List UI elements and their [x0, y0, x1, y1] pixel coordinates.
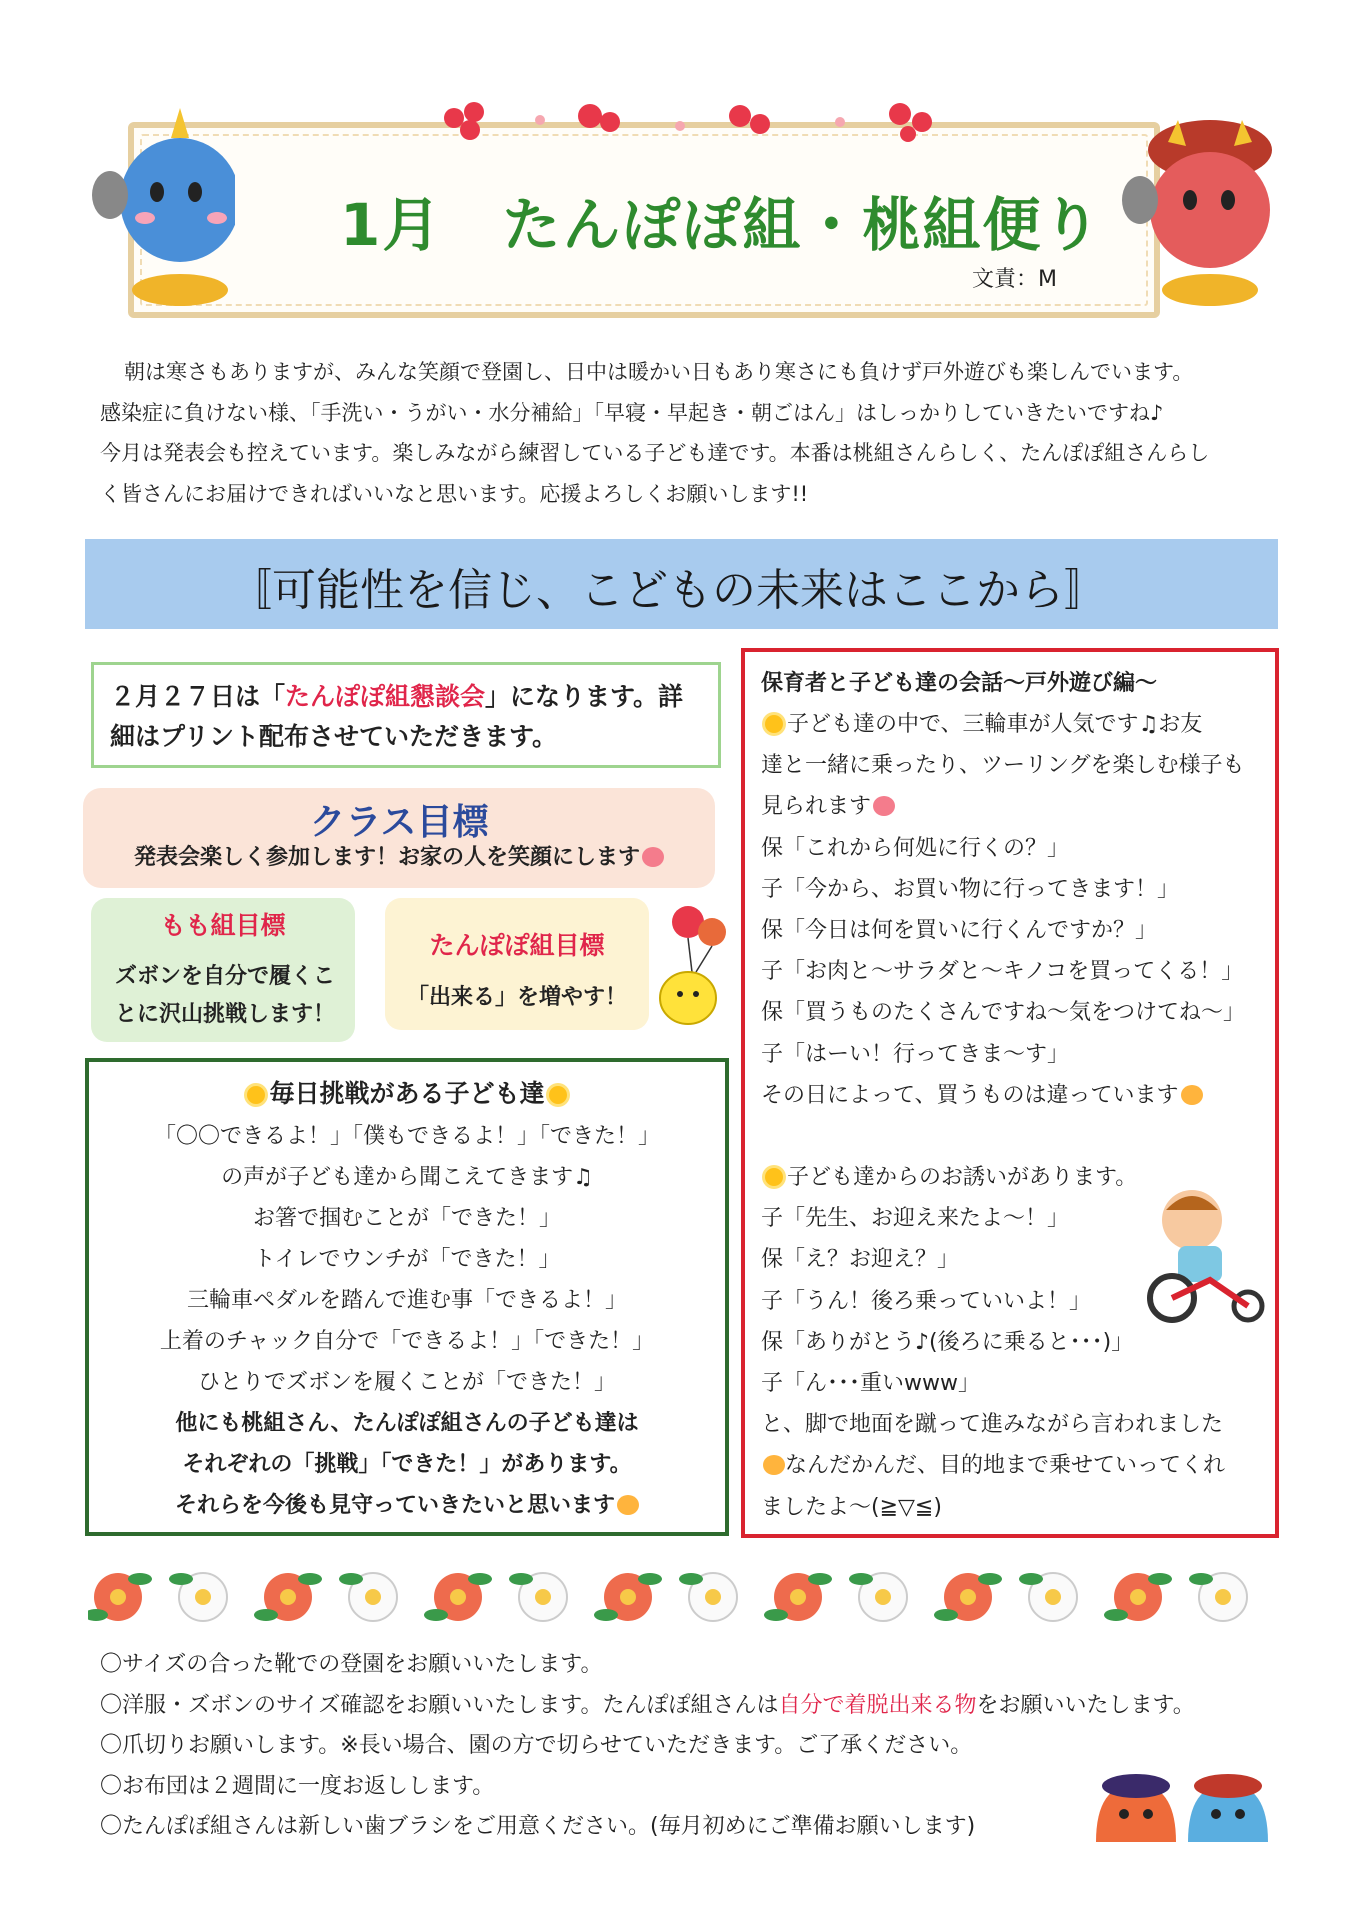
chick-balloon-icon [650, 902, 740, 1032]
smile-emoji-icon [873, 796, 895, 816]
sun-icon [549, 1086, 567, 1104]
conversation-line: 子「今から、お買い物に行ってきます！」 [761, 876, 1180, 902]
conversation-line: 子「はーい！行ってきま～す」 [761, 1041, 1070, 1067]
meeting-notice [91, 662, 721, 768]
intro-line: く皆さんにお届けできればいいなと思います。応援よろしくお願いします!! [100, 481, 809, 506]
notice-text: 」になります。詳細はプリント配布させていただきます。 [110, 682, 684, 751]
child-tricycle-icon [1140, 1180, 1270, 1330]
conversation-lines [761, 704, 1271, 1528]
conversation-line: 達と一緒に乗ったり、ツーリングを楽しむ様子も [761, 753, 1245, 779]
class-goal-box [83, 788, 715, 888]
class-goal-text: 発表会楽しく参加します！お家の人を笑顔にします [83, 840, 715, 871]
motto-text: 〚可能性を信じ、こどもの未来はここから〛 [228, 565, 1108, 616]
conversation-line: ましたよ～(≧▽≦) [761, 1494, 942, 1520]
sun-icon [765, 1168, 783, 1186]
music-note-icon: ♫ [1138, 712, 1159, 737]
conversation-line [761, 1116, 1271, 1157]
challenge-line: 他にも桃組さん、たんぽぽ組さんの子ども達は [175, 1411, 639, 1436]
red-oni-icon [1110, 100, 1290, 310]
author-label: 文責：M [972, 267, 1057, 292]
conversation-line: 見られます [761, 786, 1271, 827]
conversation-line: と、脚で地面を蹴って進みながら言われました [761, 1412, 1224, 1438]
oni-faces-icon [1088, 1768, 1278, 1848]
conversation-line: 保「買うものたくさんですね～気をつけてね～」 [761, 1000, 1246, 1026]
request-item: 〇サイズの合った靴での登園をお願いいたします。 [100, 1652, 603, 1677]
sun-icon [765, 715, 783, 733]
smile-emoji-icon [642, 847, 664, 867]
class-goal-title: クラス目標 [309, 802, 489, 843]
tanpopo-goal-text: 「出来る」を増やす！ [406, 985, 627, 1010]
challenge-line: 「〇〇できるよ！」「僕もできるよ！」「できた！」 [153, 1124, 660, 1149]
request-item: 〇たんぽぽ組さんは新しい歯ブラシをご用意ください。(毎月初めにご準備お願いします) [100, 1814, 976, 1839]
plum-blossom-decoration [430, 90, 990, 150]
challenge-lines [89, 1116, 725, 1526]
tanpopo-goal-box [385, 898, 649, 1030]
challenge-line: それぞれの「挑戦」「できた！」があります。 [182, 1452, 632, 1477]
laugh-emoji-icon [763, 1455, 785, 1475]
conversation-box [741, 648, 1279, 1538]
notice-highlight: たんぽぽ組懇談会 [285, 682, 486, 711]
sun-icon [247, 1086, 265, 1104]
camellia-flower-row [88, 1563, 1278, 1631]
daily-challenge-box [85, 1058, 729, 1536]
conversation-line: 保「ありがとう♪(後ろに乗ると･･･)」 [761, 1329, 1134, 1355]
conversation-line: 子ども達からのお誘いがあります。 [761, 1157, 1271, 1198]
conversation-title: 保育者と子ども達の会話～戸外遊び編～ [761, 671, 1158, 696]
momo-goal-text: ズボンを自分で履くことに沢山挑戦します！ [115, 964, 336, 1027]
conversation-line: 子「うん！後ろ乗っていいよ！」 [761, 1288, 1092, 1314]
blue-oni-icon [85, 100, 235, 310]
momo-goal-box [91, 898, 355, 1042]
intro-line: 朝は寒さもありますが、みんな笑顔で登園し、日中は暖かい日もあり寒さにも負けず戸外遊びも楽しんでいます。 [124, 360, 1194, 384]
conversation-line: 保「今日は何を買いに行くんですか？」 [761, 918, 1158, 944]
challenge-line: それらを今後も見守っていきたいと思います [89, 1485, 725, 1526]
challenge-line: ひとりでズボンを履くことが「できた！」 [197, 1370, 616, 1395]
conversation-line: 保「え？お迎え？」 [761, 1247, 960, 1273]
request-item: 〇お布団は２週間に一度お返しします。 [100, 1773, 495, 1799]
tanpopo-goal-title: たんぽぽ組目標 [429, 931, 605, 960]
smile-emoji-icon [617, 1495, 639, 1515]
intro-paragraph [100, 352, 1280, 514]
conversation-line: 子ども達の中で、三輪車が人気です♫お友 [761, 704, 1271, 745]
conversation-line: なんだかんだ、目的地まで乗せていってくれ [761, 1445, 1271, 1486]
conversation-line: その日によって、買うものは違っています [761, 1075, 1271, 1116]
challenge-line: 三輪車ペダルを踏んで進む事「できるよ！」 [186, 1288, 627, 1313]
request-item: 〇洋服・ズボンのサイズ確認をお願いいたします。たんぽぽ組さんは自分で着脱出来る物をお願いいたします。 [100, 1692, 1195, 1718]
page-title: 1月 たんぽぽ組・桃組便り [340, 191, 1103, 259]
challenge-title: 毎日挑戦がある子ども達 [89, 1074, 725, 1110]
challenge-line: 上着のチャック自分で「できるよ！」「できた！」 [159, 1329, 655, 1354]
music-note-icon: ♫ [573, 1165, 593, 1190]
request-item: 〇爪切りお願いします。※長い場合、園の方で切らせていただきます。ご了承ください。 [100, 1733, 973, 1758]
intro-line: 今月は発表会も控えています。楽しみながら練習している子ども達です。本番は桃組さんらしく、たんぽぽ組さんらし [100, 441, 1210, 465]
conversation-line: 子「先生、お迎え来たよ～！」 [761, 1206, 1070, 1232]
challenge-line: の声が子ども達から聞こえてきます♫ [89, 1157, 725, 1198]
challenge-line: トイレでウンチが「できた！」 [253, 1247, 561, 1272]
smile-emoji-icon [1181, 1085, 1203, 1105]
request-highlight: 自分で着脱出来る物 [778, 1692, 977, 1718]
challenge-line: お箸で掴むことが「できた！」 [252, 1206, 561, 1231]
conversation-line: 子「お肉と～サラダと～キノコを買ってくる！」 [761, 959, 1244, 985]
intro-line: 感染症に負けない様、「手洗い・うがい・水分補給」「早寝・早起き・朝ごはん」はしっかりしていきたいですね♪ [100, 400, 1164, 425]
notice-text: ２月２７日は「 [110, 682, 286, 711]
momo-goal-title: もも組目標 [160, 911, 286, 940]
conversation-line: 保「これから何処に行くの？」 [761, 835, 1070, 861]
conversation-line: 子「ん･･･重いwww」 [761, 1371, 980, 1397]
